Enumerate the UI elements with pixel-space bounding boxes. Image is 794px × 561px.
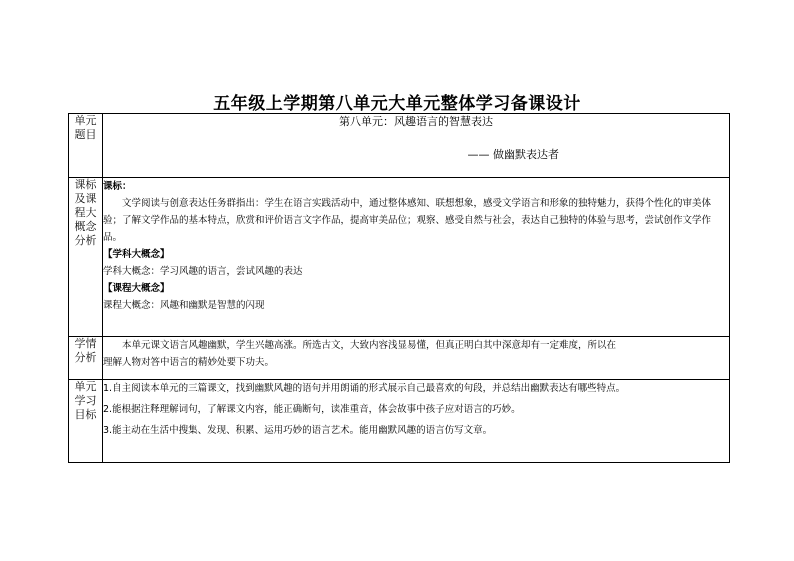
row-label-standard (69, 178, 103, 337)
label-line: 课标 (74, 178, 97, 191)
row-label-goals (69, 380, 103, 463)
lesson-plan-table (68, 113, 730, 463)
situation-text-line1: 本单元课文语言风趣幽默，学生兴趣高涨。所选古文，大致内容浅显易懂，但真正明白其中深意却有一定难度，所以在 (122, 340, 617, 351)
label-line: 题目 (74, 128, 97, 141)
label-line: 概念 (74, 220, 97, 233)
page-title: 五年级上学期第八单元大单元整体学习备课设计 (213, 94, 581, 114)
goal-item-3: 3.能主动在生活中搜集、发现、积累、运用巧妙的语言艺术。能用幽默风趣的语言仿写文章。 (103, 425, 493, 436)
subject-concept-text: 学科大概念：学习风趣的语言，尝试风趣的表达 (103, 266, 303, 277)
table-row-goals (69, 380, 730, 463)
goal-item-1: 1.自主阅读本单元的三篇课文，找到幽默风趣的语句并用朗诵的形式展示自己最喜欢的句段，并总结出幽默表达有哪些特点。 (103, 383, 626, 394)
table-row-standard (69, 178, 730, 337)
label-line: 分析 (74, 351, 97, 364)
label-line: 学习 (74, 394, 97, 407)
standard-text: 文学阅读与创意表达任务群指出：学生在语言实践活动中，通过整体感知、联想想象，感受文学语言和形象的独特魅力，获得个性化的审美体验；了解文学作品的基本特点，欣赏和评价语言文字作品，提高审美品位；观察、感受自然与社会，表达自己独特的体验与思考，尝试创作文学作品。 (103, 198, 712, 243)
unit-title: 第八单元：风趣语言的智慧表达 (339, 115, 493, 128)
label-line: 及课 (74, 192, 97, 205)
row-label-unit (69, 114, 103, 178)
course-concept-text: 课程大概念：风趣和幽默是智慧的闪现 (103, 300, 265, 311)
goal-item-2: 2.能根据注释理解词句，了解课文内容，能正确断句，读准重音，体会故事中孩子应对语言的巧妙。 (103, 404, 521, 415)
standard-heading: 课标： (103, 181, 132, 192)
label-line: 目标 (74, 408, 97, 421)
unit-cell (103, 114, 730, 178)
standard-cell (103, 178, 730, 337)
label-line: 学情 (74, 337, 97, 350)
row-label-situation (69, 337, 103, 380)
goals-cell (103, 380, 730, 463)
situation-text-line2: 理解人物对答中语言的精妙处要下功夫。 (103, 357, 275, 368)
subject-concept-heading: 【学科大概念】 (103, 249, 170, 260)
course-concept-heading: 【课程大概念】 (103, 283, 170, 294)
situation-cell (103, 337, 730, 380)
unit-subtitle: —— 做幽默表达者 (467, 148, 559, 161)
table-row-situation (69, 337, 730, 380)
label-line: 分析 (74, 234, 97, 247)
label-line: 单元 (74, 380, 97, 393)
label-line: 单元 (74, 114, 97, 127)
label-line: 程大 (74, 206, 97, 219)
table-row-unit (69, 114, 730, 178)
